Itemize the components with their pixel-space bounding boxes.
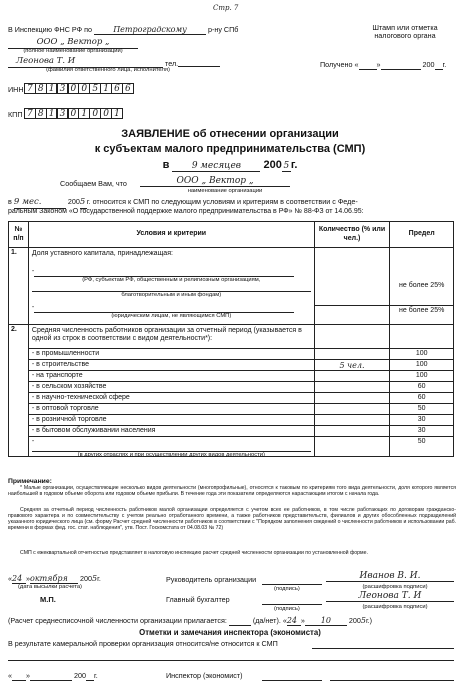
period-value: 9 месяцев <box>172 161 260 172</box>
table-row: - в строительстве <box>29 360 314 371</box>
inn-digit: 6 <box>111 83 123 94</box>
header-limit: Предел <box>390 222 454 248</box>
table-row: - в розничной торговле <box>29 415 314 426</box>
table-row: - в научно-технической сфере <box>29 393 314 404</box>
table-row: - на транспорте <box>29 371 314 382</box>
kpp-cells <box>24 108 122 119</box>
org-name-value: ООО „ Вектор „ <box>8 38 138 49</box>
table-row: - в сельском хозяйстве <box>29 382 314 393</box>
head-name-value: Иванов В. И. <box>326 571 454 582</box>
table-row <box>315 371 390 382</box>
inn-label: ИНН <box>8 85 24 94</box>
table-row <box>315 382 390 393</box>
inform-caption: наименование организации <box>187 188 263 194</box>
paragraph-line1: в 9 мес. 2005 г. относится к СМП по следующим условиям и критериям в соответствии с Феде- <box>8 197 358 207</box>
date-caption: (дата высылки расчета) <box>18 584 82 590</box>
title-line2: к субъектам малого предпринимательства (СМП) <box>94 143 366 155</box>
stamp-note: Штамп или отметка налогового органа <box>372 23 438 41</box>
table-row <box>29 437 314 459</box>
table-row <box>315 437 390 456</box>
table-row <box>315 393 390 404</box>
head-signature <box>262 576 322 585</box>
table-row: 100 <box>390 371 453 382</box>
table-row: 60 <box>390 393 453 404</box>
table-row-capital: 1. Доля уставного капитала, принадлежащая: - (РФ, субъектам РФ, общественным и религиозным организациям, благотворительным и иным фондам) - (юридическим лицам, не являющимся СМП) не более 25% не более 25% <box>9 248 454 325</box>
tel-value <box>178 57 220 67</box>
inform-text: Сообщаем Вам, что <box>60 179 127 188</box>
note-2: Средняя за отчетный период численность работников малой организации определяется с учетом всех ее работников, в том числе работающих по договорам гражданско-правового характера и по совместительству с учетом реально отработанного времени, а также работников представительств, филиалов и других обособленных подразделений указанного юридического лица (см. форму Расчет средней численности работников в соответствии с "Порядком заполнения сведений о численности работников и использовании раб. времени в формах фед. гос. стат. наблюдения", утв. Пост. Госкомстата от 04.08.03 № 72) <box>8 507 456 531</box>
table-row: 60 <box>390 382 453 393</box>
title-period: в 9 месяцев 200 5 г. <box>162 159 298 171</box>
header-conditions: Условия и критерии <box>28 222 314 248</box>
table-row: 50 <box>417 438 426 445</box>
person-name-value: Леонова Т. И <box>8 57 163 68</box>
kpp-digit: 8 <box>35 108 47 119</box>
table-row <box>315 415 390 426</box>
page-mark: Стр. 7 <box>213 4 239 12</box>
table-row: - в оптовой торговле <box>29 404 314 415</box>
org-name-caption: (полное наименование организации) <box>23 48 123 54</box>
inspector-date: « » 200 г. <box>8 671 98 680</box>
table-row: 100 <box>390 349 453 360</box>
kpp-digit: 0 <box>100 108 112 119</box>
notes-heading: Примечание: <box>8 478 52 485</box>
inn-digit: 3 <box>57 83 69 94</box>
inn-digit: 6 <box>122 83 134 94</box>
accountant-name-value: Леонова Т. И <box>326 591 454 602</box>
header-qty: Количество (% или чел.) <box>314 222 390 248</box>
table-row: - в бытовом обслуживании населения <box>29 426 314 437</box>
other-activity-dash: - <box>31 438 35 445</box>
kpp-label: КПП <box>8 110 23 119</box>
title-line1: ЗАЯВЛЕНИЕ об отнесении организации <box>121 128 339 140</box>
tel-label: тел. <box>165 59 179 68</box>
table-row <box>315 349 390 360</box>
table-row-staff: 2. Средняя численность работников организации за отчетный период (указывается в одной из строк в соответствии с видом деятельности*): - в промышленности - в строительстве - на транспорте - в сельском хозяйстве - в научно-технической сфере - в оптовой торговле - в розничной торговле - в бытовом обслуживании населения - (в других отраслях и при осуществлении других видов деятельности) 5 чел. 100 100 100 60 60 50 30 30 50 <box>9 325 454 457</box>
accountant-label: Главный бухгалтер <box>166 595 230 604</box>
accountant-signature <box>262 596 322 605</box>
person-caption: (фамилия ответственного лица, исполнителя) <box>46 67 170 73</box>
paragraph-line2: ральным Законом «О государственной поддержке малого предпринимательства в РФ» № 88-ФЗ от 14.06.95: <box>8 208 364 215</box>
table-row <box>315 404 390 415</box>
inn-digit: 1 <box>100 83 112 94</box>
kpp-digit: 3 <box>57 108 69 119</box>
inform-org-value: ООО „ Вектор „ <box>140 176 290 187</box>
table-row: 5 чел. <box>315 360 390 371</box>
table-row: 50 <box>390 404 453 415</box>
table-row: 100 <box>390 360 453 371</box>
header-num: № п/п <box>9 222 29 248</box>
inspector-result: В результате камеральной проверки организация относится/не относится к СМП <box>8 639 278 648</box>
kpp-digit: 1 <box>46 108 58 119</box>
other-activity-caption: (в других отраслях и при осуществлении других видов деятельности) <box>32 451 311 459</box>
kpp-digit: 0 <box>89 108 101 119</box>
calc-attached-line: (Расчет среднесписочной численности организации прилагается: (да/нет). «24 » 10 2005г.) <box>8 616 373 625</box>
inspector-label: Инспектор (экономист) <box>166 671 243 680</box>
inn-digit: 0 <box>78 83 90 94</box>
kpp-digit: 7 <box>24 108 36 119</box>
inn-cells <box>24 83 133 94</box>
inn-digit: 1 <box>46 83 58 94</box>
criteria-table <box>8 221 454 457</box>
note-1: * Малые организации, осуществляющие несколько видов деятельности (многопрофильные), относятся к таковым по критериям того вида деятельности, доля которого является наибольшей в годовом объеме оборота или годовом объеме прибыли. В течение года эти показатели определяются нарастающим итогом с начала года. <box>8 485 456 497</box>
table-row: - в промышленности <box>29 349 314 360</box>
inspector-heading: Отметки и замечания инспектора (экономиста) <box>139 628 321 637</box>
received-line: Получено « » 200 г. <box>320 60 447 69</box>
table-row <box>315 426 390 437</box>
inn-digit: 0 <box>68 83 80 94</box>
inn-digit: 7 <box>24 83 36 94</box>
note-3: СМП с ежеквартальной отчетностью представляет в налоговую инспекцию расчет средней численности организации по установленной форме. <box>20 550 368 556</box>
inn-digit: 8 <box>35 83 47 94</box>
kpp-digit: 1 <box>111 108 123 119</box>
head-label: Руководитель организации <box>166 575 257 584</box>
inspection-name: Петроградскому <box>94 25 206 35</box>
mp-label: М.П. <box>40 595 56 604</box>
kpp-digit: 0 <box>68 108 80 119</box>
inspection-line: В Инспекцию ФНС РФ по Петроградскому р-ну СПб <box>8 25 239 34</box>
kpp-digit: 1 <box>78 108 90 119</box>
sign-date: «24 »октября 2005г. <box>8 574 101 583</box>
table-row: 30 <box>390 415 453 426</box>
inn-digit: 5 <box>89 83 101 94</box>
table-row: 30 <box>390 426 453 437</box>
